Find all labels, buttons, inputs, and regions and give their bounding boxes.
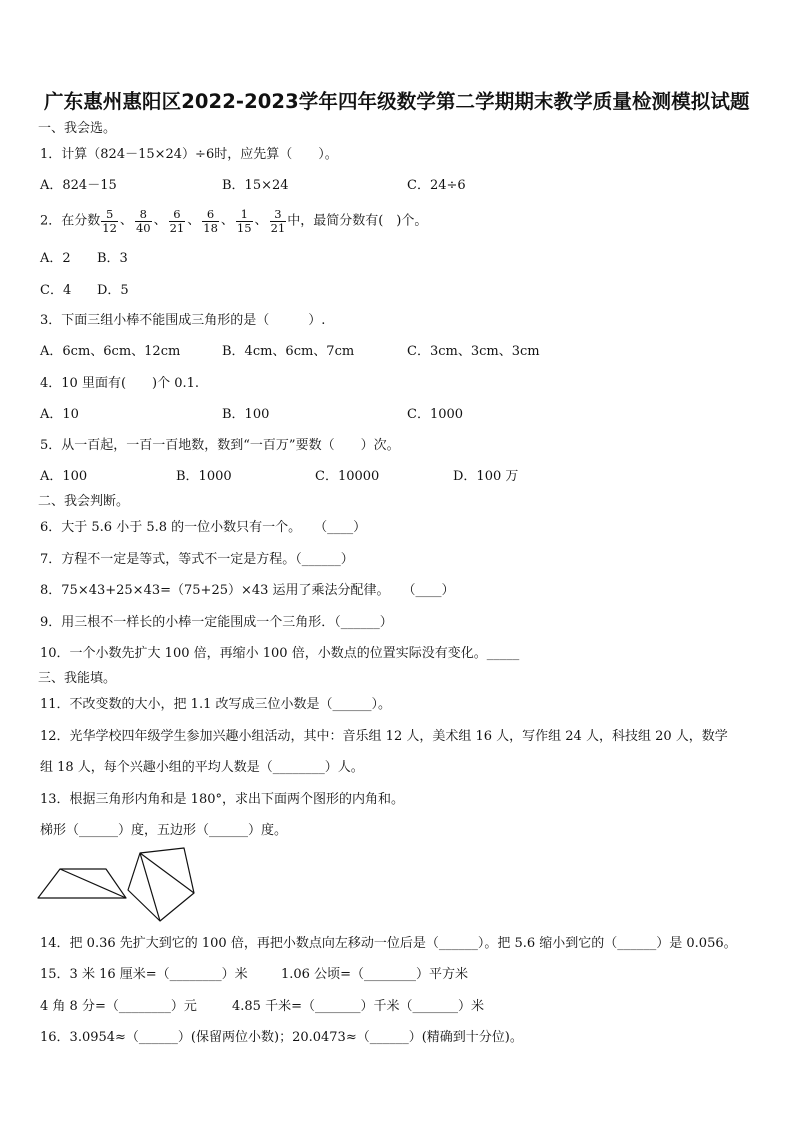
question-14: 14．把 0.36 先扩大到它的 100 倍，再把小数点向左移动一位后是（______）。把 5.6 缩小到它的（______）是 0.056。 xyxy=(40,936,737,951)
q2-option-b: B．3 xyxy=(97,251,128,266)
question-15-part-b: 1.06 公顷=（________）平方米 xyxy=(281,967,468,982)
trapezoid-figure xyxy=(38,869,126,898)
question-2: 2．在分数 $\frac{5}{12}$ 、 $\frac{8}{40}$ 、 $\frac{6}{21}$ 、 $\frac{6}{18}$ 、 $\frac{1}{15}$ 、 $\frac{3}{21}$ 中，最简分数有( )个。 xyxy=(40,206,428,235)
question-8: 8．75×43+25×43=（75+25）×43 运用了乘法分配律。 （____） xyxy=(40,583,455,598)
q3-option-a: A．6cm、6cm、12cm xyxy=(40,344,181,359)
fraction-numerator: 6 xyxy=(206,206,215,221)
q5-option-b: B．1000 xyxy=(176,469,232,484)
fraction xyxy=(236,208,253,235)
q2-prefix: 2．在分数 xyxy=(40,213,101,229)
question-5: 5．从一百起，一百一百地数，数到“一百万”要数（ ）次。 xyxy=(40,438,400,453)
section-heading-judge: 二、我会判断。 xyxy=(38,494,130,509)
question-16: 16．3.0954≈（______）(保留两位小数)；20.0473≈（______）(精确到十分位)。 xyxy=(40,1030,523,1045)
q5-option-a: A．100 xyxy=(40,469,88,484)
q4-option-b: B．100 xyxy=(222,407,270,422)
q2-option-c: C．4 xyxy=(40,283,72,298)
q1-option-c: C．24÷6 xyxy=(407,178,466,193)
fraction-numerator: 6 xyxy=(173,206,181,221)
section-heading-fill: 三、我能填。 xyxy=(38,671,117,686)
fraction-numerator: 3 xyxy=(274,206,282,221)
fraction xyxy=(169,208,186,235)
q2-suffix: 中，最简分数有( )个。 xyxy=(287,213,428,229)
q1-option-a: A．824－15 xyxy=(40,178,117,193)
q1-option-b: B．15×24 xyxy=(222,178,289,193)
section-heading-choice: 一、我会选。 xyxy=(38,121,117,136)
question-12-line-1: 12．光华学校四年级学生参加兴趣小组活动，其中：音乐组 12 人，美术组 16 人，写作组 24 人，科技组 20 人，数学 xyxy=(40,729,728,744)
question-12-line-2: 组 18 人，每个兴趣小组的平均人数是（________）人。 xyxy=(40,760,364,775)
fraction-denominator: 21 xyxy=(270,220,286,235)
fraction-denominator: 12 xyxy=(102,220,117,235)
question-6: 6．大于 5.6 小于 5.8 的一位小数只有一个。 （____） xyxy=(40,520,367,535)
fraction-denominator: 15 xyxy=(236,220,252,235)
fraction xyxy=(135,208,152,235)
question-13-line-1: 13．根据三角形内角和是 180°，求出下面两个图形的内角和。 xyxy=(40,792,404,807)
q4-option-c: C．1000 xyxy=(407,407,464,422)
question-7: 7．方程不一定是等式，等式不一定是方程。（______） xyxy=(40,552,354,567)
fraction xyxy=(270,208,287,235)
question-15-part-d: 4.85 千米=（_______）千米（_______）米 xyxy=(232,999,484,1014)
question-3: 3．下面三组小棒不能围成三角形的是（ ）. xyxy=(40,313,326,328)
q2-option-d: D．5 xyxy=(97,283,129,298)
question-10: 10．一个小数先扩大 100 倍，再缩小 100 倍，小数点的位置实际没有变化。_____ xyxy=(40,646,520,661)
question-15-part-a: 15．3 米 16 厘米=（________）米 xyxy=(40,967,248,982)
fraction-denominator: 18 xyxy=(203,220,218,235)
shapes-figure xyxy=(34,845,234,925)
q3-option-b: B．4cm、6cm、7cm xyxy=(222,344,355,359)
fraction xyxy=(101,208,118,235)
q4-option-a: A．10 xyxy=(40,407,79,422)
fraction xyxy=(202,208,219,235)
fraction-numerator: 1 xyxy=(240,206,248,221)
fraction-numerator: 5 xyxy=(105,206,114,221)
q5-option-c: C．10000 xyxy=(315,469,380,484)
question-9: 9．用三根不一样长的小棒一定能围成一个三角形．（______） xyxy=(40,615,393,630)
fraction-denominator: 40 xyxy=(135,220,151,235)
question-1: 1．计算（824－15×24）÷6时，应先算（ ）。 xyxy=(40,147,338,162)
fraction-denominator: 21 xyxy=(169,220,185,235)
question-11: 11．不改变数的大小，把 1.1 改写成三位小数是（______）。 xyxy=(40,697,391,712)
fraction-numerator: 8 xyxy=(139,206,147,221)
page-title: 广东惠州惠阳区2022-2023学年四年级数学第二学期期末教学质量检测模拟试题 xyxy=(44,90,750,113)
question-4: 4．10 里面有( )个 0.1. xyxy=(40,376,200,391)
q2-option-a: A．2 xyxy=(40,251,71,266)
question-15-part-c: 4 角 8 分=（________）元 xyxy=(40,999,197,1014)
q5-option-d: D．100 万 xyxy=(453,469,519,484)
question-13-line-2: 梯形（______）度，五边形（______）度。 xyxy=(40,823,288,838)
q3-option-c: C．3cm、3cm、3cm xyxy=(407,344,540,359)
pentagon-figure xyxy=(128,848,194,921)
